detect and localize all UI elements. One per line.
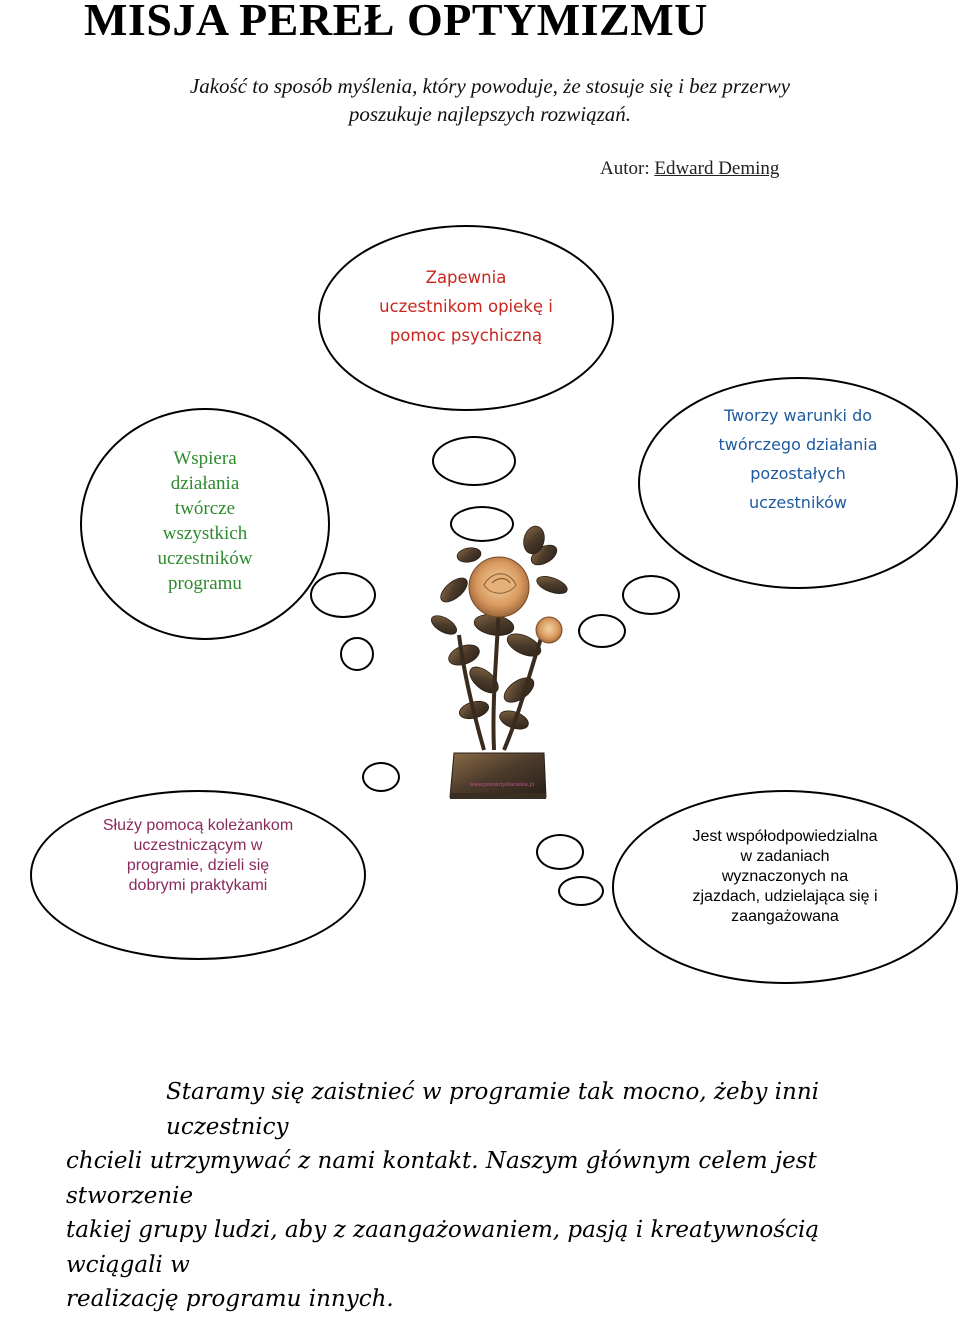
thought-bubble-small <box>432 436 516 486</box>
bubble-left-line-4: wszystkich <box>162 523 248 544</box>
bubble-bottom-right-line-4: zjazdach, udzielająca się i <box>692 888 878 905</box>
thought-bubble-small <box>622 575 680 615</box>
author-line <box>600 158 860 180</box>
bubble-bottom-right <box>612 790 958 984</box>
quote-line-1: Jakość to sposób myślenia, który powoduje, że stosuje się i bez przerwy <box>189 74 791 98</box>
bubble-left-line-6: programu <box>168 573 242 594</box>
bubble-top-line-2: uczestnikom opiekę i <box>379 296 553 316</box>
bubble-top-line-3: pomoc psychiczną <box>389 325 543 345</box>
bubble-left-line-3: twórcze <box>174 498 236 519</box>
mission-statement <box>66 1075 896 1317</box>
bubble-right <box>638 377 958 589</box>
bubble-right-line-3: pozostałych <box>750 464 846 483</box>
bronze-rose-statuette-icon <box>424 515 574 805</box>
bubble-top-line-1: Zapewnia <box>425 267 507 287</box>
mission-line-3: takiej grupy ludzi, aby z zaangażowaniem, pasją i kreatywnością wciągali w <box>66 1217 820 1278</box>
bubble-bottom-left-line-3: programie, dzieli się <box>126 857 270 874</box>
bubble-bottom-left-line-2: uczestniczącym w <box>133 837 263 854</box>
bubble-bottom-right-line-1: Jest współodpowiedzialna <box>692 828 878 845</box>
author-name: Edward Deming <box>654 158 780 179</box>
bubble-bottom-left <box>30 790 366 960</box>
thought-bubble-small <box>340 637 374 671</box>
bubble-right-line-4: uczestników <box>749 493 847 512</box>
bubble-bottom-left-line-1: Służy pomocą koleżankom <box>102 817 294 834</box>
bubble-left-line-1: Wspiera <box>173 448 237 469</box>
thought-bubble-small <box>362 762 400 792</box>
page-title: MISJA PEREŁ OPTYMIZMU <box>84 0 708 45</box>
thought-bubble-small <box>578 614 626 648</box>
bubble-left <box>80 408 330 640</box>
thought-bubble-small <box>310 572 376 618</box>
mission-line-4: realizację programu innych. <box>66 1286 394 1312</box>
bubble-bottom-right-line-2: w zadaniach <box>740 848 830 865</box>
author-prefix: Autor: <box>600 158 650 179</box>
thought-bubble-small <box>450 506 514 542</box>
bubble-left-line-5: uczestników <box>157 548 253 569</box>
bubble-bottom-right-line-5: zaangażowana <box>731 908 839 925</box>
quote <box>120 72 860 128</box>
bubble-bottom-left-line-4: dobrymi praktykami <box>128 877 268 894</box>
quote-line-2: poszukuje najlepszych rozwiązań. <box>348 102 632 126</box>
mission-line-2: chcieli utrzymywać z nami kontakt. Naszym głównym celem jest stworzenie <box>66 1148 817 1209</box>
watermark: www.prezentydlaciebie.pl <box>470 782 535 788</box>
thought-bubble-small <box>558 876 604 906</box>
mission-line-1: Staramy się zaistnieć w programie tak mocno, żeby inni uczestnicy <box>166 1079 820 1140</box>
bubble-right-line-2: twórczego działania <box>718 435 878 454</box>
bubble-top <box>318 225 614 411</box>
bubble-right-line-1: Tworzy warunki do <box>723 406 873 425</box>
bubble-left-line-2: działania <box>170 473 240 494</box>
bubble-bottom-right-line-3: wyznaczonych na <box>721 868 849 885</box>
thought-bubble-small <box>536 834 584 870</box>
